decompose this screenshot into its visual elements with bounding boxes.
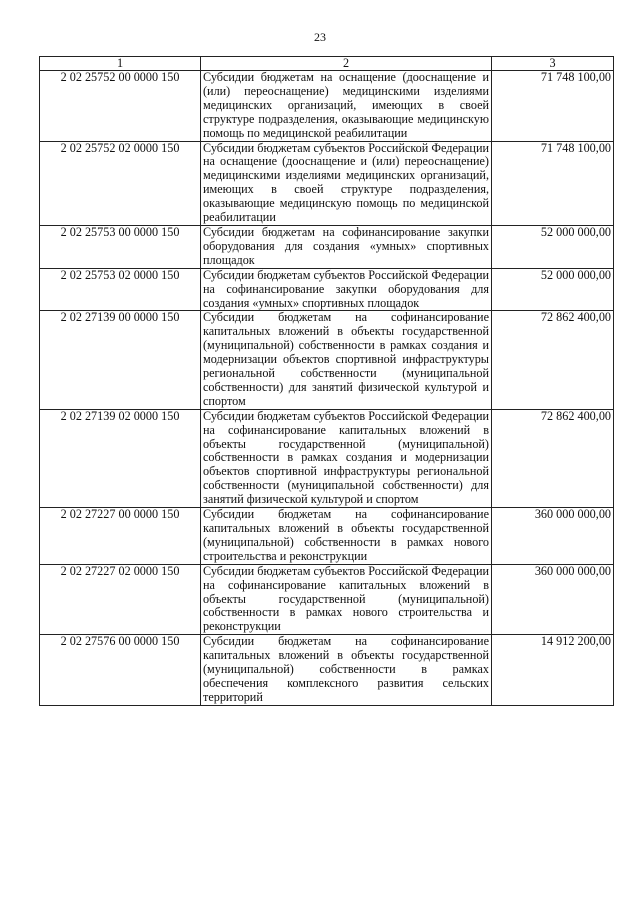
- row-description: Субсидии бюджетам субъектов Российской Федерации на софинансирование капитальных вложений в объекты государственной (муниципальной) собственности в рамках нового строительства и реконструкции: [201, 564, 492, 635]
- column-header-description: 2: [201, 57, 492, 71]
- table-row: [40, 508, 614, 565]
- row-code: 2 02 25753 00 0000 150: [40, 225, 201, 268]
- table-row: [40, 225, 614, 268]
- table-row: [40, 564, 614, 635]
- row-description: Субсидии бюджетам субъектов Российской Федерации на софинансирование закупки оборудования для создания «умных» спортивных площадок: [201, 268, 492, 311]
- row-code: 2 02 25752 02 0000 150: [40, 141, 201, 225]
- page-number: 23: [314, 30, 326, 44]
- row-amount: 360 000 000,00: [492, 508, 614, 565]
- row-amount: 72 862 400,00: [492, 409, 614, 507]
- row-amount: 72 862 400,00: [492, 311, 614, 409]
- row-description: Субсидии бюджетам на софинансирование капитальных вложений в объекты государственной (муниципальной) собственности в рамках обеспечения комплексного развития сельских территорий: [201, 635, 492, 706]
- row-code: 2 02 27227 02 0000 150: [40, 564, 201, 635]
- row-code: 2 02 27139 02 0000 150: [40, 409, 201, 507]
- table-row: [40, 71, 614, 142]
- row-code: 2 02 27576 00 0000 150: [40, 635, 201, 706]
- row-description: Субсидии бюджетам на софинансирование капитальных вложений в объекты государственной (муниципальной) собственности в рамках нового строительства и реконструкции: [201, 508, 492, 565]
- row-amount: 71 748 100,00: [492, 141, 614, 225]
- row-amount: 71 748 100,00: [492, 71, 614, 142]
- row-code: 2 02 27227 00 0000 150: [40, 508, 201, 565]
- table-header-row: [40, 57, 614, 71]
- table-row: [40, 409, 614, 507]
- row-amount: 14 912 200,00: [492, 635, 614, 706]
- table-row: [40, 635, 614, 706]
- table-row: [40, 311, 614, 409]
- row-amount: 360 000 000,00: [492, 564, 614, 635]
- row-amount: 52 000 000,00: [492, 225, 614, 268]
- row-description: Субсидии бюджетам субъектов Российской Федерации на софинансирование капитальных вложений в объекты государственной (муниципальной) собственности в рамках создания и модернизации объектов спортивной инфраструктуры региональной собственности (муниципальной собственности) для занятий физической культурой и спортом: [201, 409, 492, 507]
- budget-revenue-table: [39, 56, 614, 706]
- row-code: 2 02 27139 00 0000 150: [40, 311, 201, 409]
- column-header-amount: 3: [492, 57, 614, 71]
- table-row: [40, 141, 614, 225]
- row-amount: 52 000 000,00: [492, 268, 614, 311]
- row-description: Субсидии бюджетам на софинансирование закупки оборудования для создания «умных» спортивных площадок: [201, 225, 492, 268]
- column-header-code: 1: [40, 57, 201, 71]
- row-description: Субсидии бюджетам субъектов Российской Федерации на оснащение (дооснащение и (или) переоснащение) медицинскими изделиями медицинских организаций, имеющих в своей структуре подразделения, оказывающие медицинскую помощь по медицинской реабилитации: [201, 141, 492, 225]
- row-description: Субсидии бюджетам на оснащение (дооснащение и (или) переоснащение) медицинскими изделиями медицинских организаций, имеющих в своей структуре подразделения, оказывающие медицинскую помощь по медицинской реабилитации: [201, 71, 492, 142]
- row-description: Субсидии бюджетам на софинансирование капитальных вложений в объекты государственной (муниципальной) собственности в рамках создания и модернизации объектов спортивной инфраструктуры региональной собственности (муниципальной собственности) для занятий физической культурой и спортом: [201, 311, 492, 409]
- row-code: 2 02 25753 02 0000 150: [40, 268, 201, 311]
- table-row: [40, 268, 614, 311]
- row-code: 2 02 25752 00 0000 150: [40, 71, 201, 142]
